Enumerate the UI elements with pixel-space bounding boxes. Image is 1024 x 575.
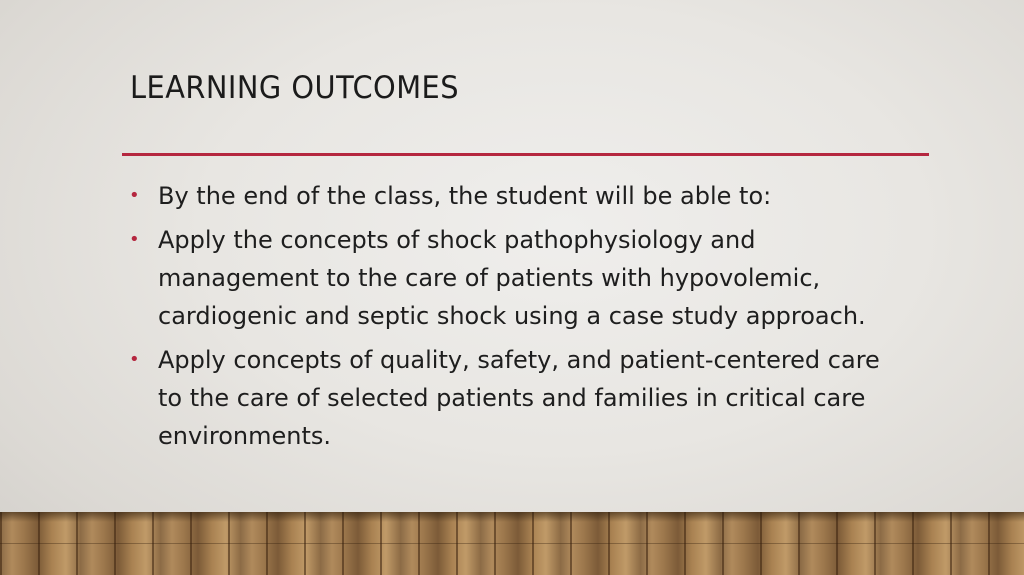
slide-title: LEARNING OUTCOMES bbox=[130, 70, 460, 106]
title-divider bbox=[122, 153, 929, 156]
bullet-line: By the end of the class, the student will be able to: bbox=[158, 182, 772, 210]
bullet-text bbox=[158, 221, 916, 335]
bullet-list bbox=[126, 177, 916, 461]
floor-board-seam bbox=[0, 543, 1024, 544]
bullet-item-quality-outcome bbox=[126, 341, 916, 455]
floor-shadow bbox=[0, 512, 1024, 522]
bullet-line: Apply the concepts of shock pathophysiology and bbox=[158, 226, 756, 254]
bullet-marker: • bbox=[129, 229, 140, 250]
bullet-line: environments. bbox=[158, 422, 331, 450]
bullet-item-intro bbox=[126, 177, 916, 215]
bullet-line: cardiogenic and septic shock using a case study approach. bbox=[158, 302, 866, 330]
bullet-line: management to the care of patients with hypovolemic, bbox=[158, 264, 821, 292]
bullet-line: to the care of selected patients and families in critical care bbox=[158, 384, 866, 412]
bullet-text bbox=[158, 341, 916, 455]
bullet-marker: • bbox=[129, 185, 140, 206]
bullet-line: Apply concepts of quality, safety, and patient-centered care bbox=[158, 346, 880, 374]
bullet-item-shock-outcome bbox=[126, 221, 916, 335]
bullet-marker: • bbox=[129, 349, 140, 370]
bullet-text bbox=[158, 177, 916, 215]
